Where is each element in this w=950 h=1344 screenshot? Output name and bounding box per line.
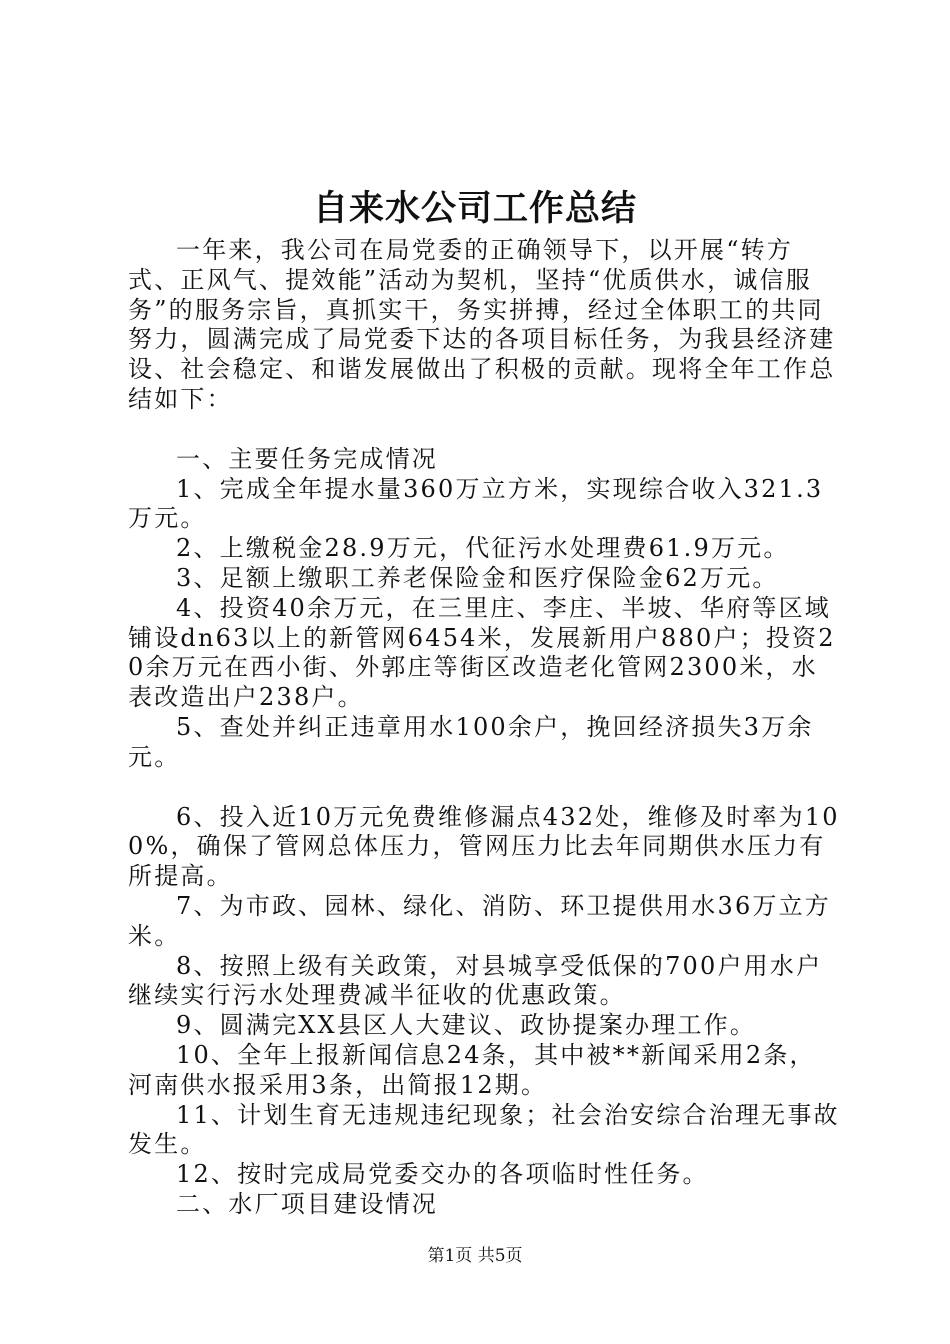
task-item-8: 8、按照上级有关政策，对县城享受低保的700户用水户继续实行污水处理费减半征收的优惠政策。	[128, 951, 823, 1010]
task-item-4: 4、投资40余万元，在三里庄、李庄、半坡、华府等区域铺设dn63以上的新管网6454米，发展新用户880户；投资20余万元在西小街、外郭庄等街区改造老化管网2300米，水表改造出户238户。	[128, 593, 836, 712]
task-item-9: 9、圆满完XX县区人大建议、政协提案办理工作。	[176, 1011, 757, 1040]
task-item-11: 11、计划生育无违规违纪现象；社会治安综合治理无事故发生。	[128, 1100, 840, 1159]
task-item-2: 2、上缴税金28.9万元，代征污水处理费61.9万元。	[176, 534, 790, 563]
task-item-10: 10、全年上报新闻信息24条，其中被**新闻采用2条，河南供水报采用3条，出简报12期。	[128, 1040, 816, 1099]
document-body	[128, 236, 840, 1220]
task-item-12: 12、按时完成局党委交办的各项临时性任务。	[176, 1160, 709, 1189]
task-item-1: 1、完成全年提水量360万立方米，实现综合收入321.3万元。	[128, 474, 824, 533]
task-item-6: 6、投入近10万元免费维修漏点432处，维修及时率为100%，确保了管网总体压力，管网压力比去年同期供水压力有所提高。	[128, 802, 840, 891]
section-heading-tasks: 一、主要任务完成情况	[176, 444, 438, 473]
intro-paragraph: 一年来，我公司在局党委的正确领导下，以开展“转方式、正风气、提效能”活动为契机，坚持“优质供水，诚信服务”的服务宗旨，真抓实干，务实拼搏，经过全体职工的共同努力，圆满完成了局党委下达的各项目标任务，为我县经济建设、社会稳定、和谐发展做出了积极的贡献。现将全年工作总结如下：	[128, 236, 836, 413]
task-item-7: 7、为市政、园林、绿化、消防、环卫提供用水36万立方米。	[128, 891, 832, 950]
document-title: 自来水公司工作总结	[312, 189, 637, 229]
task-item-3: 3、足额上缴职工养老保险金和医疗保险金62万元。	[176, 563, 779, 592]
section-heading-plant: 二、水厂项目建设情况	[176, 1189, 438, 1218]
task-item-5: 5、查处并纠正违章用水100余户，挽回经济损失3万余元。	[128, 712, 814, 771]
page-number-footer: 第1页 共5页	[427, 1246, 523, 1266]
